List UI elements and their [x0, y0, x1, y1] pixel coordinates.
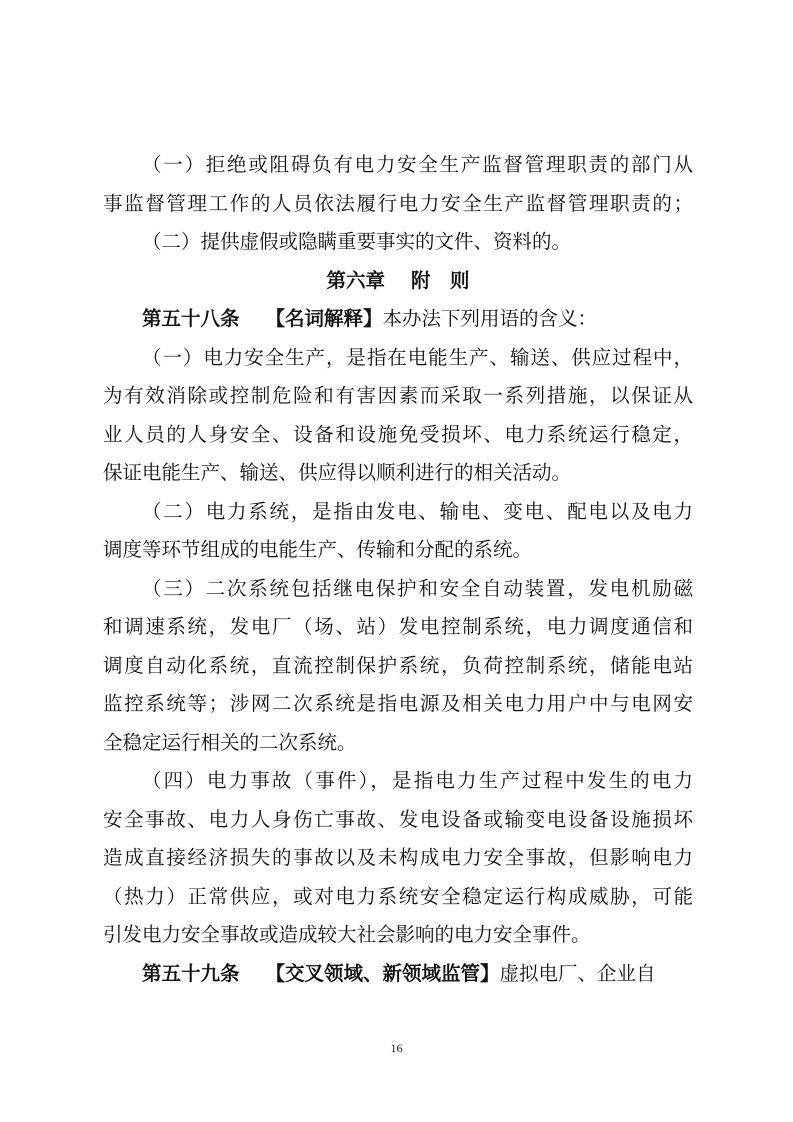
chapter-name: 附 则: [411, 268, 470, 292]
paragraph-line: 造成直接经济损失的事故以及未构成电力安全事故，但影响电力: [103, 846, 693, 869]
article-heading: 【名词解释】: [265, 307, 383, 330]
article-heading: 【交叉领域、新领域监管】: [265, 961, 500, 985]
paragraph-line: 业人员的人身安全、设备和设施免受损坏、电力系统运行稳定，: [103, 422, 693, 446]
paragraph-line: 事监督管理工作的人员依法履行电力安全生产监督管理职责的；: [103, 191, 693, 215]
paragraph-line: （一）电力安全生产，是指在电能生产、输送、供应过程中，: [142, 345, 693, 369]
paragraph-line: （二）电力系统，是指由发电、输电、变电、配电以及电力: [142, 499, 693, 523]
paragraph-line: 全稳定运行相关的二次系统。: [103, 730, 357, 754]
article-text: 本办法下列用语的含义：: [382, 307, 598, 330]
paragraph-line: 保证电能生产、输送、供应得以顺利进行的相关活动。: [103, 461, 572, 484]
paragraph-line: （二）提供虚假或隐瞒重要事实的文件、资料的。: [142, 230, 572, 253]
paragraph-line: （三）二次系统包括继电保护和安全自动装置，发电机励磁: [142, 576, 693, 600]
article-58: [103, 300, 693, 339]
paragraph-line: （一）拒绝或阻碍负有电力安全生产监督管理职责的部门从: [142, 153, 693, 176]
article-number: 第五十八条: [142, 307, 240, 330]
article-59: [103, 955, 693, 994]
paragraph-line: 安全事故、电力人身伤亡事故、发电设备或输变电设备设施损坏: [103, 807, 693, 831]
article-number: 第五十九条: [142, 961, 240, 985]
document-body: [103, 146, 693, 993]
paragraph-line: 和调速系统，发电厂（场、站）发电控制系统，电力调度通信和: [103, 615, 693, 638]
paragraph-line: 引发电力安全事故或造成较大社会影响的电力安全事件。: [103, 923, 591, 946]
page-number: 16: [390, 1041, 403, 1055]
paragraph-line: （热力）正常供应，或对电力系统安全稳定运行构成威胁，可能: [103, 884, 693, 908]
chapter-number: 第六章: [326, 268, 385, 292]
paragraph-line: 调度等环节组成的电能生产、传输和分配的系统。: [103, 538, 533, 561]
paragraph-line: 为有效消除或控制危险和有害因素而采取一系列措施，以保证从: [103, 384, 693, 407]
paragraph-line: （四）电力事故（事件），是指电力生产过程中发生的电力: [142, 769, 693, 792]
paragraph-line: 监控系统等；涉网二次系统是指电源及相关电力用户中与电网安: [103, 692, 693, 715]
article-text: 虚拟电厂、企业自: [499, 961, 656, 985]
paragraph-line: 调度自动化系统，直流控制保护系统，负荷控制系统，储能电站: [103, 653, 693, 677]
chapter-heading: [103, 262, 693, 301]
